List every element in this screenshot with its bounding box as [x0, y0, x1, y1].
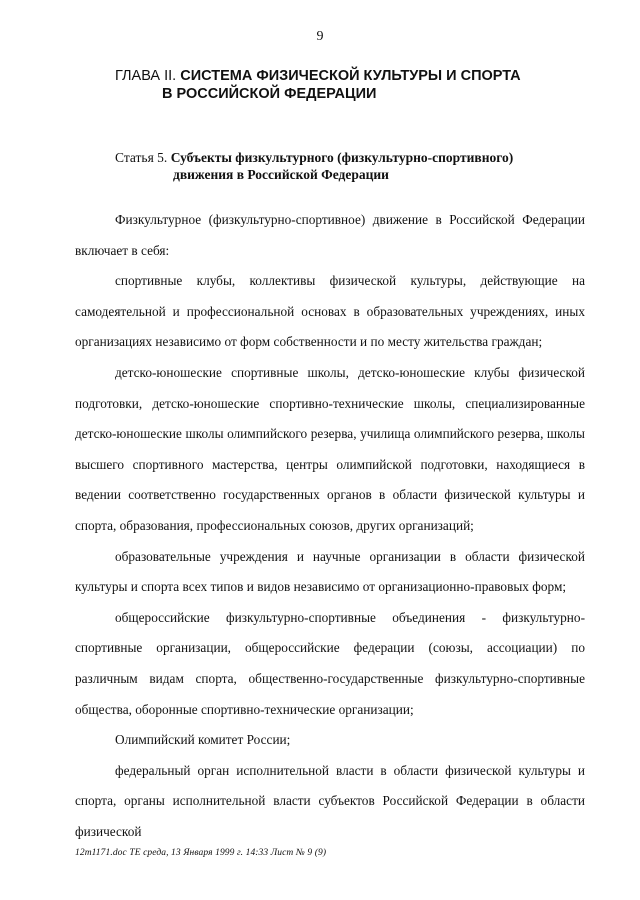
article-title-line1: Субъекты физкультурного (физкультурно-спортивного) [170, 150, 514, 165]
chapter-title-line2: В РОССИЙСКОЙ ФЕДЕРАЦИИ [162, 86, 377, 102]
article-heading [115, 149, 585, 183]
article-body [75, 205, 585, 847]
article-prefix: Статья 5. [115, 150, 171, 165]
chapter-heading [115, 67, 585, 103]
document-footer: 12m1171.doc ТЕ среда, 13 Января 1999 г. 14:33 Лист № 9 (9) [75, 848, 327, 858]
paragraph-national-associations: общероссийские физкультурно-спортивные объединения - физкультурно-спортивные организации, общероссийские федерации (союзы, ассоциации) по различным видам спорта, общественно-государственные физкультурно-спортивные общества, оборонные спортивно-технические организации; [75, 609, 585, 717]
paragraph-youth-schools: детско-юношеские спортивные школы, детско-юношеские клубы физической подготовки, детско-юношеские спортивно-технические школы, специализированные детско-юношеские школы олимпийского резерва, училища олимпийского резерва, школы высшего спортивного мастерства, центры олимпийской подготовки, находящиеся в ведении соответственно государственных органов в области физической культуры и спорта, образования, профессиональных союзов, других организаций; [75, 364, 585, 533]
page-number: 9 [316, 29, 324, 44]
chapter-title-line1: СИСТЕМА ФИЗИЧЕСКОЙ КУЛЬТУРЫ И СПОРТА [180, 68, 521, 84]
article-title-line2: движения в Российской Федерации [173, 167, 389, 182]
paragraph-intro: Физкультурное (физкультурно-спортивное) движение в Российской Федерации включает в себя: [75, 212, 585, 258]
paragraph-federal-authority: федеральный орган исполнительной власти в области физической культуры и спорта, органы исполнительной власти субъектов Российской Федерации в области физической [75, 762, 585, 839]
paragraph-sports-clubs: спортивные клубы, коллективы физической культуры, действующие на самодеятельной и профессиональной основах в образовательных учреждениях, иных организациях независимо от форм собственности и по месту жительства граждан; [75, 273, 585, 350]
paragraph-educational-institutions: образовательные учреждения и научные организации в области физической культуры и спорта всех типов и видов независимо от организационно-правовых форм; [75, 548, 585, 595]
chapter-prefix: ГЛАВА II. [115, 68, 181, 84]
paragraph-olympic-committee: Олимпийский комитет России; [115, 732, 291, 748]
